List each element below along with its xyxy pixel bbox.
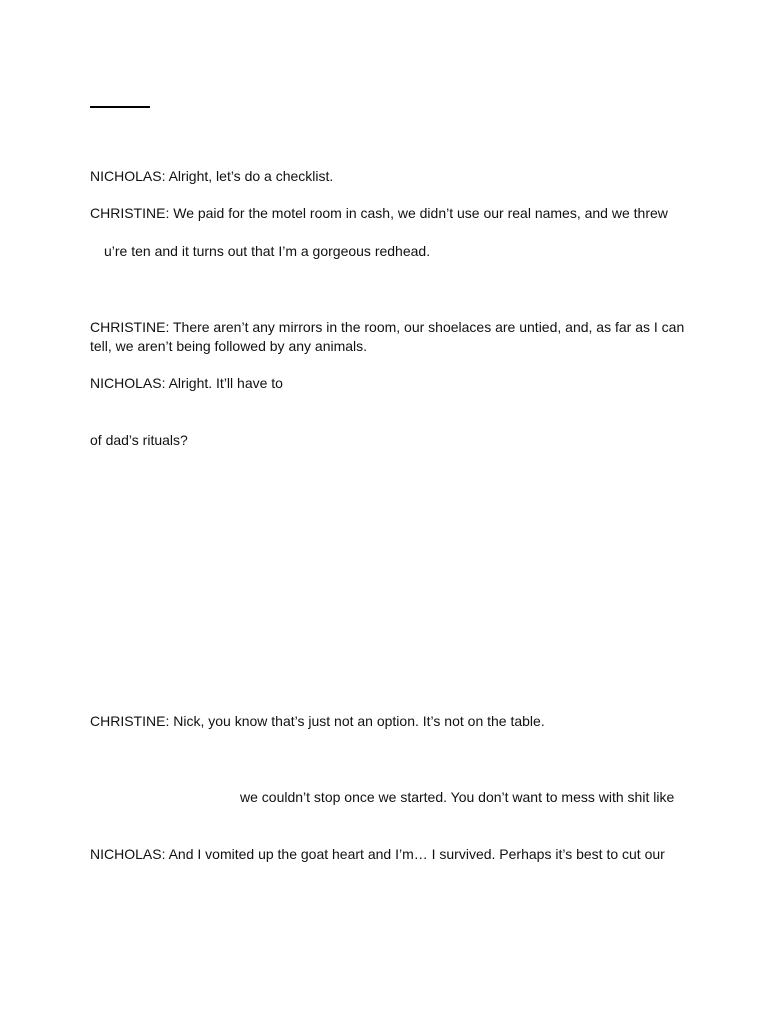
dialogue-line-nicholas-2: NICHOLAS: Alright. It’ll have to xyxy=(90,375,283,391)
dialogue-line-nicholas-1: NICHOLAS: Alright, let’s do a checklist. xyxy=(90,168,334,184)
dialogue-line-christine-1: CHRISTINE: We paid for the motel room in cash, we didn’t use our real names, and we threw xyxy=(90,205,668,221)
dialogue-line-fragment-2: of dad’s rituals? xyxy=(90,432,188,448)
dialogue-line-fragment-3: we couldn’t stop once we started. You don’t want to mess with shit like xyxy=(240,789,675,805)
header-rule xyxy=(90,106,150,108)
dialogue-line-christine-2: CHRISTINE: There aren’t any mirrors in the room, our shoelaces are untied, and, as far as I can tell, we aren’t being followed by any animals. xyxy=(90,319,685,354)
dialogue-line-fragment-1: u’re ten and it turns out that I’m a gorgeous redhead. xyxy=(104,243,431,259)
dialogue-line-christine-3: CHRISTINE: Nick, you know that’s just not an option. It’s not on the table. xyxy=(90,713,545,729)
dialogue-line-nicholas-3: NICHOLAS: And I vomited up the goat heart and I’m… I survived. Perhaps it’s best to cut our xyxy=(90,846,665,862)
